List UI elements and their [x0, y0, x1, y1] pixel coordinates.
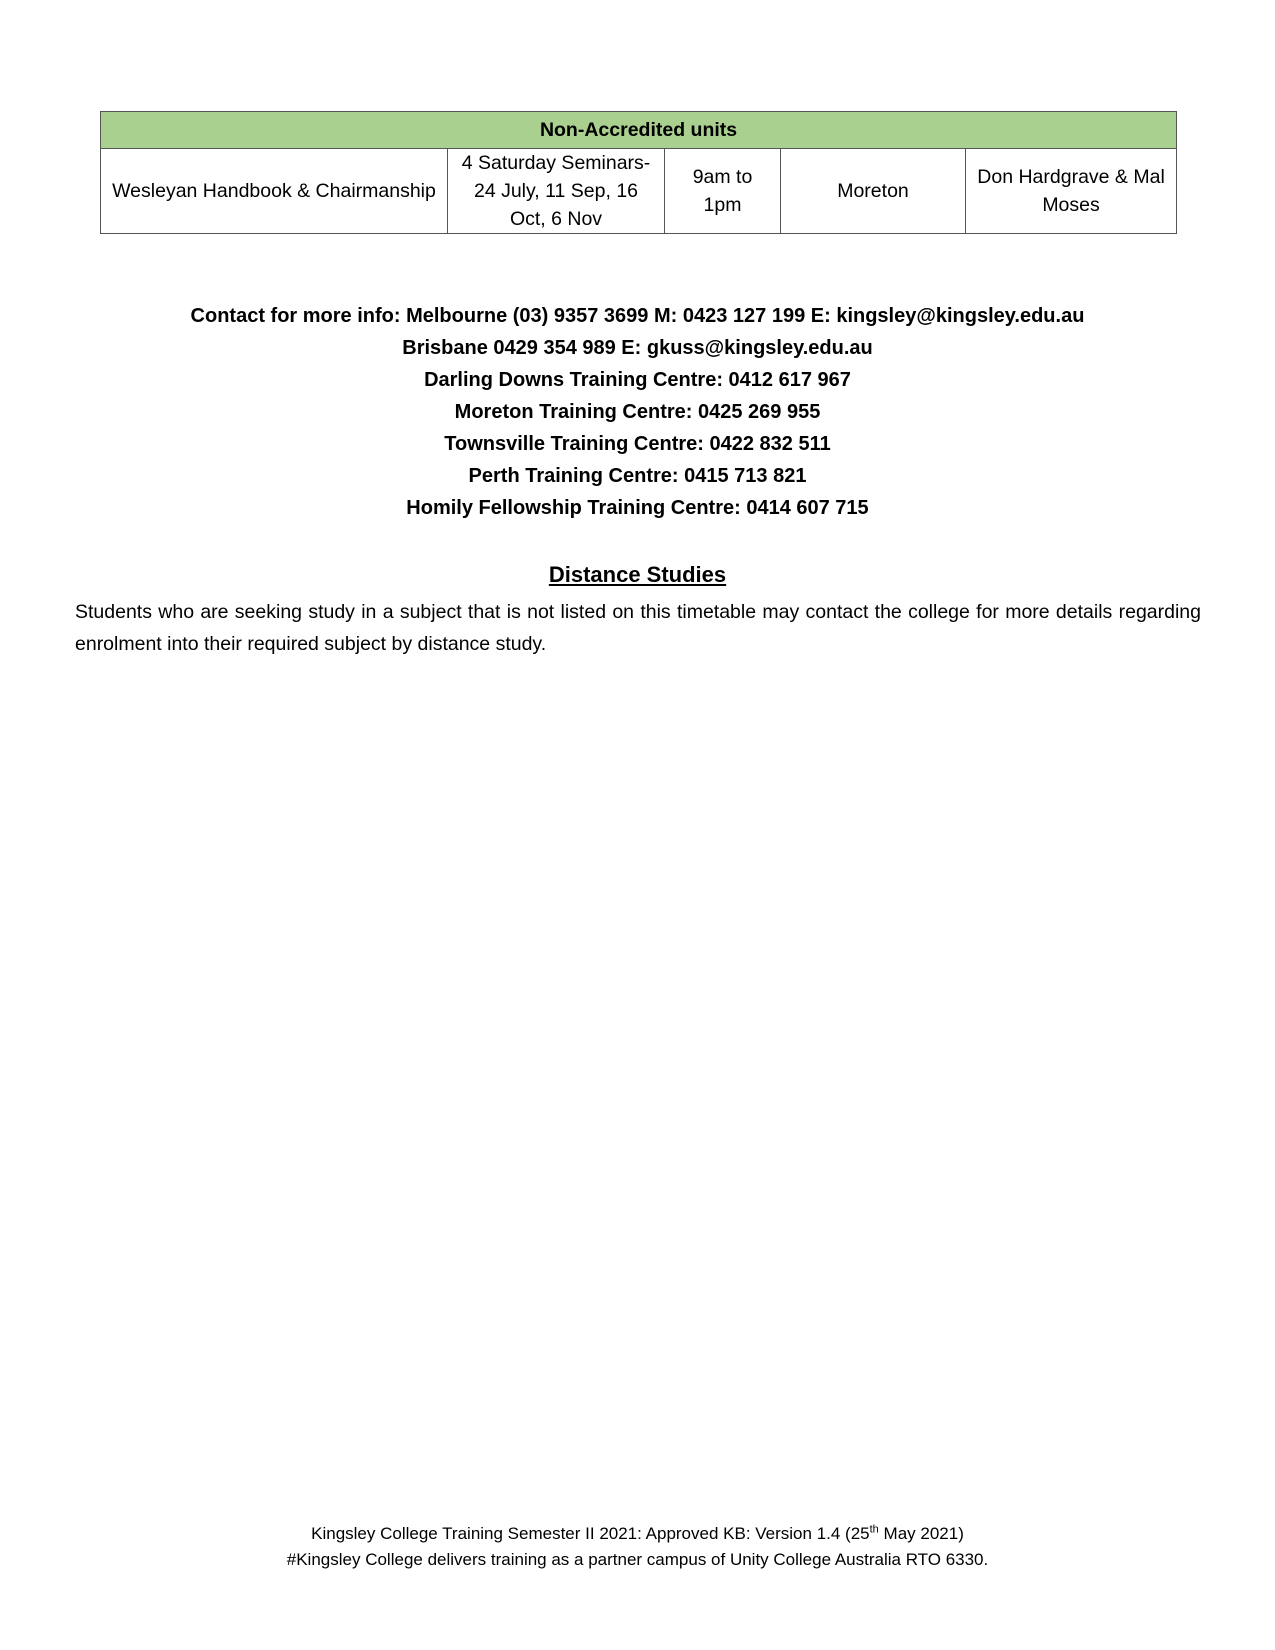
- time-cell: 9am to 1pm: [665, 149, 781, 234]
- contact-line-moreton: Moreton Training Centre: 0425 269 955: [454, 401, 821, 423]
- table-header-row: [101, 112, 1177, 149]
- dates-cell: 4 Saturday Seminars- 24 July, 11 Sep, 16 Oct, 6 Nov: [448, 149, 665, 234]
- footer-rto-line: #Kingsley College delivers training as a partner campus of Unity College Australia RTO 6330.: [286, 1550, 989, 1569]
- page-footer: [0, 1521, 1275, 1573]
- unit-cell: Wesleyan Handbook & Chairmanship: [101, 149, 448, 234]
- table-header: Non-Accredited units: [101, 112, 1177, 149]
- footer-version-suffix: May 2021): [878, 1524, 964, 1543]
- location-cell: Moreton: [781, 149, 966, 234]
- lecturer-cell: Don Hardgrave & Mal Moses: [966, 149, 1177, 234]
- contact-line-darling-downs: Darling Downs Training Centre: 0412 617 967: [424, 369, 851, 391]
- contact-line-brisbane: Brisbane 0429 354 989 E: gkuss@kingsley.edu.au: [402, 337, 873, 359]
- contact-line-homily: Homily Fellowship Training Centre: 0414 607 715: [406, 497, 869, 519]
- distance-studies-heading: Distance Studies: [548, 562, 727, 587]
- contact-line-perth: Perth Training Centre: 0415 713 821: [468, 465, 807, 487]
- footer-version-sup: th: [869, 1523, 879, 1536]
- contact-info: [0, 300, 1275, 524]
- non-accredited-units-table: [100, 111, 1177, 234]
- distance-studies-body: Students who are seeking study in a subject that is not listed on this timetable may contact the college for more details regarding enrolment into their required subject by distance study.: [75, 601, 1201, 655]
- footer-version-prefix: Kingsley College Training Semester II 2021: Approved KB: Version 1.4 (25: [311, 1524, 870, 1543]
- footer-version-line: [0, 1521, 1275, 1547]
- contact-line-townsville: Townsville Training Centre: 0422 832 511: [444, 433, 831, 455]
- contact-line-melbourne: Contact for more info: Melbourne (03) 9357 3699 M: 0423 127 199 E: kingsley@kingsley.edu.au: [190, 305, 1085, 327]
- table-row: [101, 149, 1177, 234]
